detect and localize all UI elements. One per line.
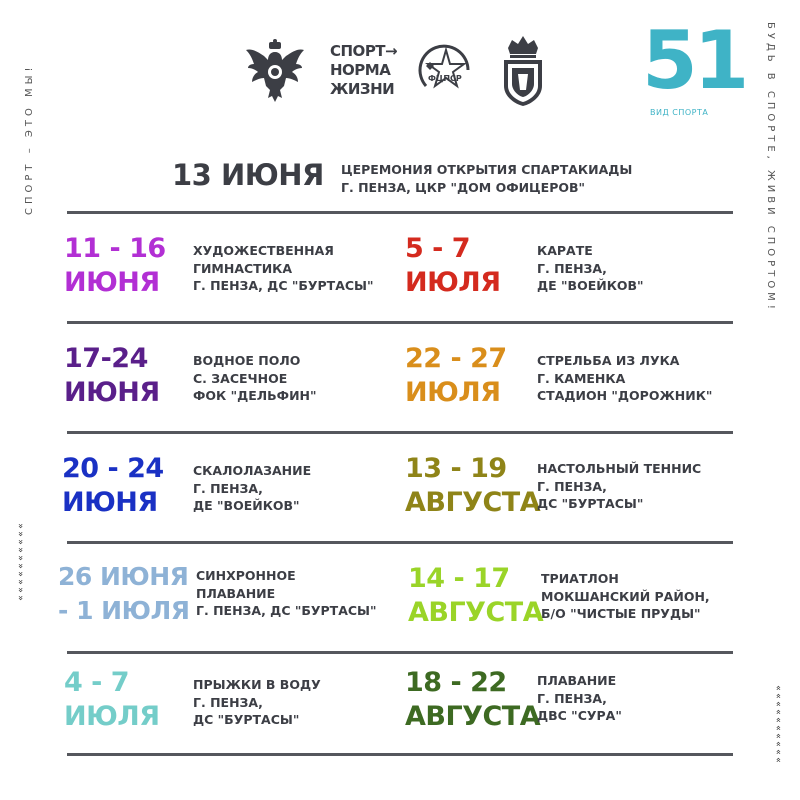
divider [67,211,733,214]
chevron-up-icon: » » » » » » » » » » [774,685,784,763]
event-date: 26 ИЮНЯ - 1 ИЮЛЯ [58,562,190,625]
sport-count-caption: ВИД СПОРТА [650,108,709,117]
event-description: ТРИАТЛОН МОКШАНСКИЙ РАЙОН, Б/О "ЧИСТЫЕ ПРУДЫ" [541,571,710,621]
event-description: ПЛАВАНИЕ Г. ПЕНЗА, ДВС "СУРА" [537,673,622,723]
divider [67,753,733,756]
event-description: СИНХРОННОЕ ПЛАВАНИЕ Г. ПЕНЗА, ДС "БУРТАСЫ" [196,568,377,618]
side-slogan-right: БУДЬ В СПОРТЕ, ЖИВИ СПОРТОМ! [765,22,776,313]
penza-coat-of-arms-icon [498,34,548,108]
side-slogan-left: СПОРТ – ЭТО МЫ! [24,63,35,215]
divider [67,431,733,434]
opening-description: ЦЕРЕМОНИЯ ОТКРЫТИЯ СПАРТАКИАДЫ Г. ПЕНЗА, ЦКР "ДОМ ОФИЦЕРОВ" [341,162,633,195]
divider [67,651,733,654]
event-description: НАСТОЛЬНЫЙ ТЕННИС Г. ПЕНЗА, ДС "БУРТАСЫ" [537,461,702,511]
opening-date: 13 ИЮНЯ [172,158,324,192]
event-date: 5 - 7 ИЮЛЯ [405,233,501,298]
event-date: 22 - 27 ИЮЛЯ [405,343,507,408]
divider [67,541,733,544]
event-date: 4 - 7 ИЮЛЯ [64,667,160,732]
divider [67,321,733,324]
fcpsr-star-logo: ФЦПСР [416,40,476,104]
event-description: СТРЕЛЬБА ИЗ ЛУКА Г. КАМЕНКА СТАДИОН "ДОРОЖНИК" [537,353,713,403]
event-description: СКАЛОЛАЗАНИЕ Г. ПЕНЗА, ДЕ "ВОЕЙКОВ" [193,463,312,513]
event-description: ХУДОЖЕСТВЕННАЯ ГИМНАСТИКА Г. ПЕНЗА, ДС "БУРТАСЫ" [193,243,374,293]
event-date: 20 - 24 ИЮНЯ [62,453,164,518]
event-date: 11 - 16 ИЮНЯ [64,233,166,298]
event-date: 13 - 19 АВГУСТА [405,453,541,518]
eagle-emblem-icon [244,38,306,104]
event-date: 18 - 22 АВГУСТА [405,667,541,732]
chevron-down-icon: » » » » » » » » » » [15,523,25,601]
sport-count-number: 51 [642,14,746,107]
event-date: 14 - 17 АВГУСТА [408,563,544,628]
event-description: ПРЫЖКИ В ВОДУ Г. ПЕНЗА, ДС "БУРТАСЫ" [193,677,321,727]
event-description: ВОДНОЕ ПОЛО С. ЗАСЕЧНОЕ ФОК "ДЕЛЬФИН" [193,353,317,403]
event-date: 17-24 ИЮНЯ [64,343,160,408]
event-description: КАРАТЕ Г. ПЕНЗА, ДЕ "ВОЕЙКОВ" [537,243,644,293]
sport-norm-of-life-logo: СПОРТ→ НОРМА ЖИЗНИ [330,42,398,98]
